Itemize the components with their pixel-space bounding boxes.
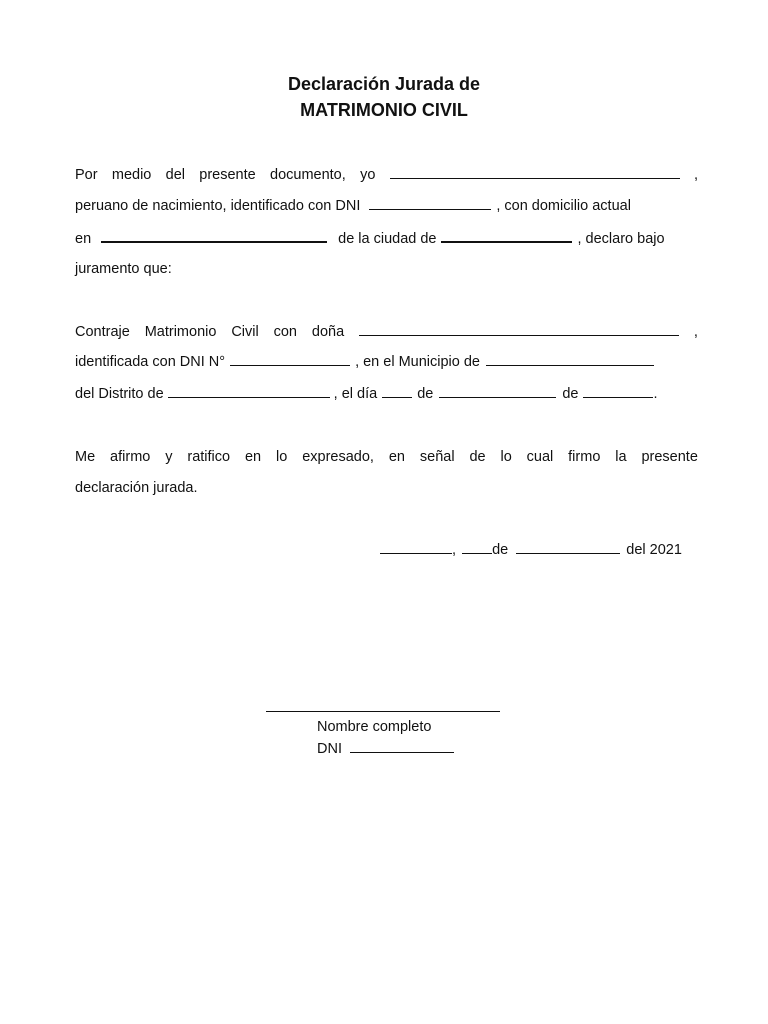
word: afirmo [110,449,151,465]
word: medio [111,167,152,183]
text: identificada con DNI N° [75,354,226,370]
paragraph1-line4 [75,259,698,279]
word: la [615,449,627,465]
spouse-name-blank [359,322,679,336]
word: , [693,324,698,340]
text: juramento que: [75,261,172,277]
word: yo [360,167,376,183]
paragraph2-line1 [75,322,698,342]
word: , [693,167,698,183]
text: declaración jurada. [75,480,198,496]
word: presente [199,167,256,183]
word: con [273,324,297,340]
word: y [165,449,173,465]
text: , con domicilio actual [496,198,631,214]
paragraph2-line3 [75,384,698,404]
text: DNI [317,741,342,757]
word: Matrimonio [144,324,217,340]
city-blank [441,228,572,243]
word: Contraje [75,324,130,340]
text: . [653,386,658,402]
word: lo [500,449,512,465]
municipality-blank [486,352,654,366]
paragraph1-line3 [75,228,698,249]
word: en [388,449,405,465]
date-line [380,540,682,560]
word: documento, [270,167,346,183]
word: firmo [568,449,601,465]
text: del 2021 [626,542,682,558]
word: expresado, [302,449,374,465]
date-place-blank [516,540,620,554]
text: , declaro bajo [577,231,665,247]
text: del Distrito de [75,386,164,402]
district-blank [168,384,330,398]
address-blank [101,228,327,243]
paragraph2-line2 [75,352,698,372]
signature-line [266,711,500,712]
paragraph3-line1 [75,447,698,467]
signature-dni-blank [350,739,454,753]
word: del [165,167,185,183]
month-blank [439,384,556,398]
word: Por [75,167,98,183]
text: de la ciudad de [338,231,437,247]
word: Civil [231,324,259,340]
word: de [469,449,486,465]
dni-blank [369,196,491,210]
name-blank [390,165,680,179]
word: Me [75,449,96,465]
text: de [417,386,434,402]
text: de [562,386,579,402]
text: de [492,542,509,558]
word: en [244,449,262,465]
text: , en el Municipio de [355,354,480,370]
paragraph1-line1 [75,165,698,185]
signature-name-label: Nombre completo [317,719,432,735]
text: peruano de nacimiento, identificado con DNI [75,198,361,214]
document-subtitle: MATRIMONIO CIVIL [300,100,468,120]
spouse-dni-blank [230,352,350,366]
signature-dni [317,739,454,759]
word: cual [526,449,554,465]
text: en [75,231,92,247]
word: ratifico [187,449,231,465]
word: presente [641,449,698,465]
document-title: Declaración Jurada de [287,74,481,94]
year-blank [583,384,653,398]
day-blank [382,384,412,398]
date-month-blank [462,540,492,554]
word: señal [419,449,455,465]
paragraph3-line2 [75,478,698,498]
word: doña [311,324,345,340]
word: lo [276,449,288,465]
date-day-blank [380,540,452,554]
text: , el día [333,386,378,402]
paragraph1-line2 [75,196,698,216]
text: , [452,542,457,558]
